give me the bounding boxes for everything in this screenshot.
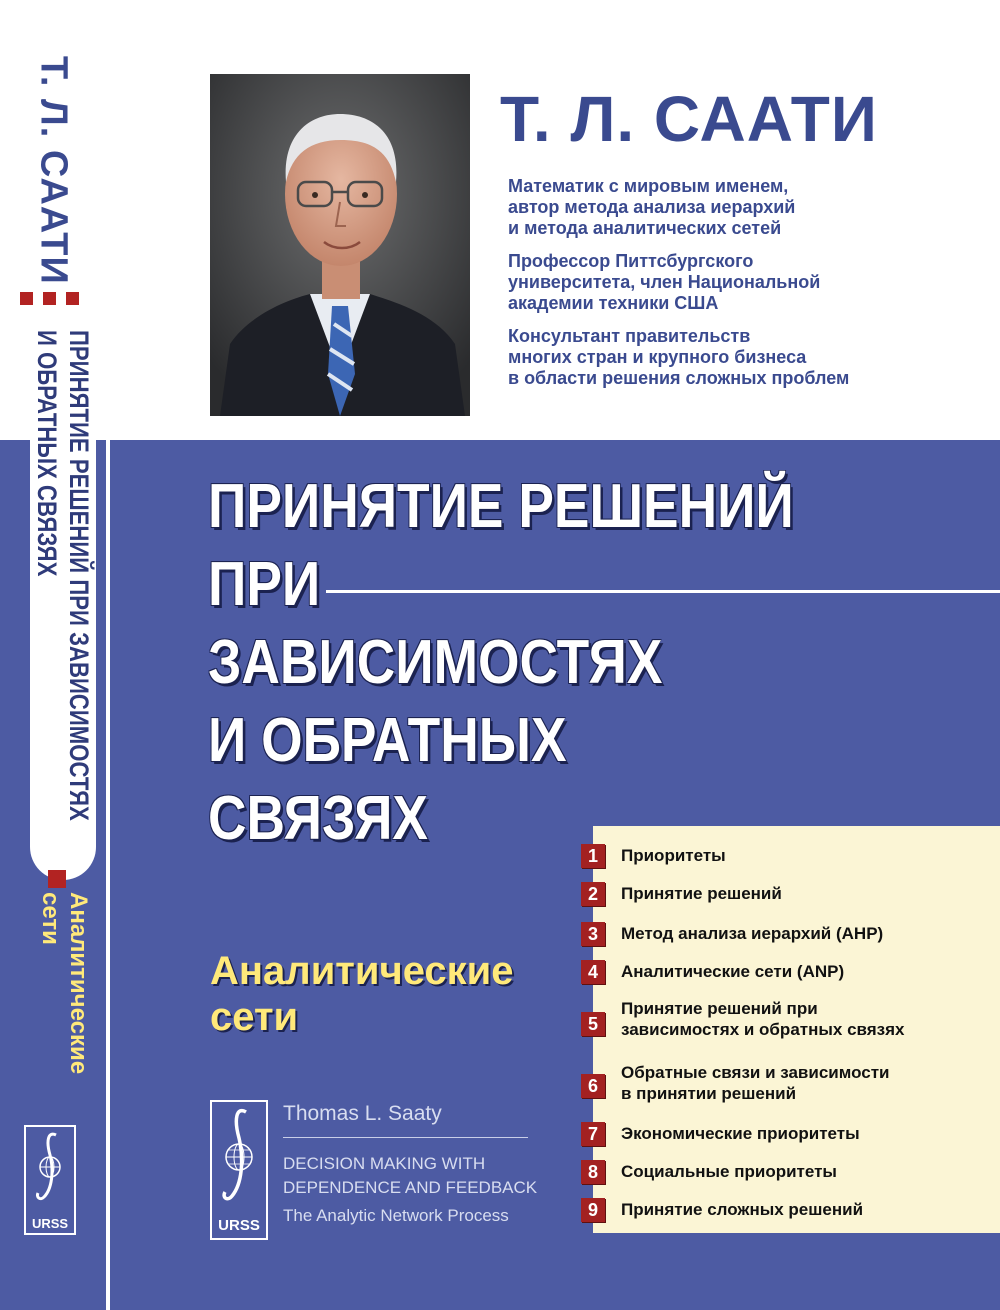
- contents-number-badge: 5: [581, 1012, 605, 1036]
- spine-marker-square: [48, 870, 66, 888]
- contents-number-badge: 8: [581, 1160, 605, 1184]
- contents-number-badge: 2: [581, 882, 605, 906]
- author-name: Т. Л. СААТИ: [500, 83, 878, 155]
- publisher-logo: [210, 1100, 268, 1240]
- english-subtitle: The Analytic Network Process: [283, 1206, 509, 1225]
- author-portrait: [210, 74, 470, 416]
- spine-author: [22, 55, 84, 285]
- bio-paragraph-1: Математик с мировым именем, автор метода анализа иерархий и метода аналитических сетей: [508, 176, 796, 238]
- spine-subtitle: [34, 892, 94, 1102]
- contents-item-label: Обратные связи и зависимости в принятии решений: [621, 1063, 890, 1103]
- title-line-5: СВЯЗЯХ: [208, 784, 428, 853]
- book-subtitle: Аналитические сети: [210, 949, 514, 1039]
- spine-title-line-1: ПРИНЯТИЕ РЕШЕНИЙ ПРИ ЗАВИСИМОСТЯХ: [64, 330, 94, 821]
- contents-item-label: Социальные приоритеты: [621, 1162, 837, 1181]
- integral-globe-icon: [212, 1102, 266, 1212]
- integral-globe-icon: [26, 1127, 74, 1207]
- book-title: [208, 468, 968, 858]
- contents-item-label: Принятие решений: [621, 884, 782, 903]
- spine-author-text: Т. Л. СААТИ: [32, 55, 75, 285]
- contents-panel: [587, 826, 1000, 1233]
- contents-item-label: Метод анализа иерархий (AHP): [621, 924, 884, 943]
- contents-number-badge: 1: [581, 844, 605, 868]
- contents-item-label: Экономические приоритеты: [621, 1124, 860, 1143]
- contents-number-badge: 4: [581, 960, 605, 984]
- spine-publisher-label: URSS: [31, 1216, 69, 1231]
- contents-item-label: Принятие сложных решений: [621, 1200, 864, 1219]
- title-divider-line: [326, 590, 1000, 593]
- contents-number-badge: 7: [581, 1122, 605, 1146]
- spine-title-line-2: И ОБРАТНЫХ СВЯЗЯХ: [32, 330, 62, 577]
- author-bio: [508, 176, 978, 401]
- contents-item-label: Приоритеты: [621, 846, 726, 865]
- spine-subtitle-line-2: сети: [37, 892, 64, 945]
- spine-subtitle-line-1: Аналитические: [65, 892, 92, 1075]
- title-line-4: И ОБРАТНЫХ: [208, 706, 567, 775]
- contents-number-badge: 3: [581, 922, 605, 946]
- english-divider: [283, 1137, 528, 1138]
- spine-title: [30, 330, 96, 870]
- book-spine: [0, 0, 110, 1310]
- bio-paragraph-3: Консультант правительств многих стран и крупного бизнеса в области решения сложных проблем: [508, 326, 850, 388]
- publisher-label: URSS: [218, 1217, 260, 1234]
- title-line-1: ПРИНЯТИЕ РЕШЕНИЙ: [208, 472, 794, 541]
- spine-publisher-logo: [24, 1125, 76, 1235]
- contents-number-badge: 6: [581, 1074, 605, 1098]
- title-line-3: ЗАВИСИМОСТЯХ: [208, 628, 663, 697]
- contents-item-label: Принятие решений при зависимостях и обратных связях: [621, 999, 905, 1039]
- english-title: DECISION MAKING WITH DEPENDENCE AND FEEDBACK: [283, 1154, 538, 1197]
- spine-decor-squares: [20, 292, 90, 308]
- contents-item-label: Аналитические сети (ANP): [621, 962, 845, 981]
- english-author: Thomas L. Saaty: [283, 1102, 442, 1125]
- bio-paragraph-2: Профессор Питтсбургского университета, член Национальной академии техники США: [508, 251, 821, 313]
- title-line-2: ПРИ: [208, 550, 321, 619]
- contents-number-badge: 9: [581, 1198, 605, 1222]
